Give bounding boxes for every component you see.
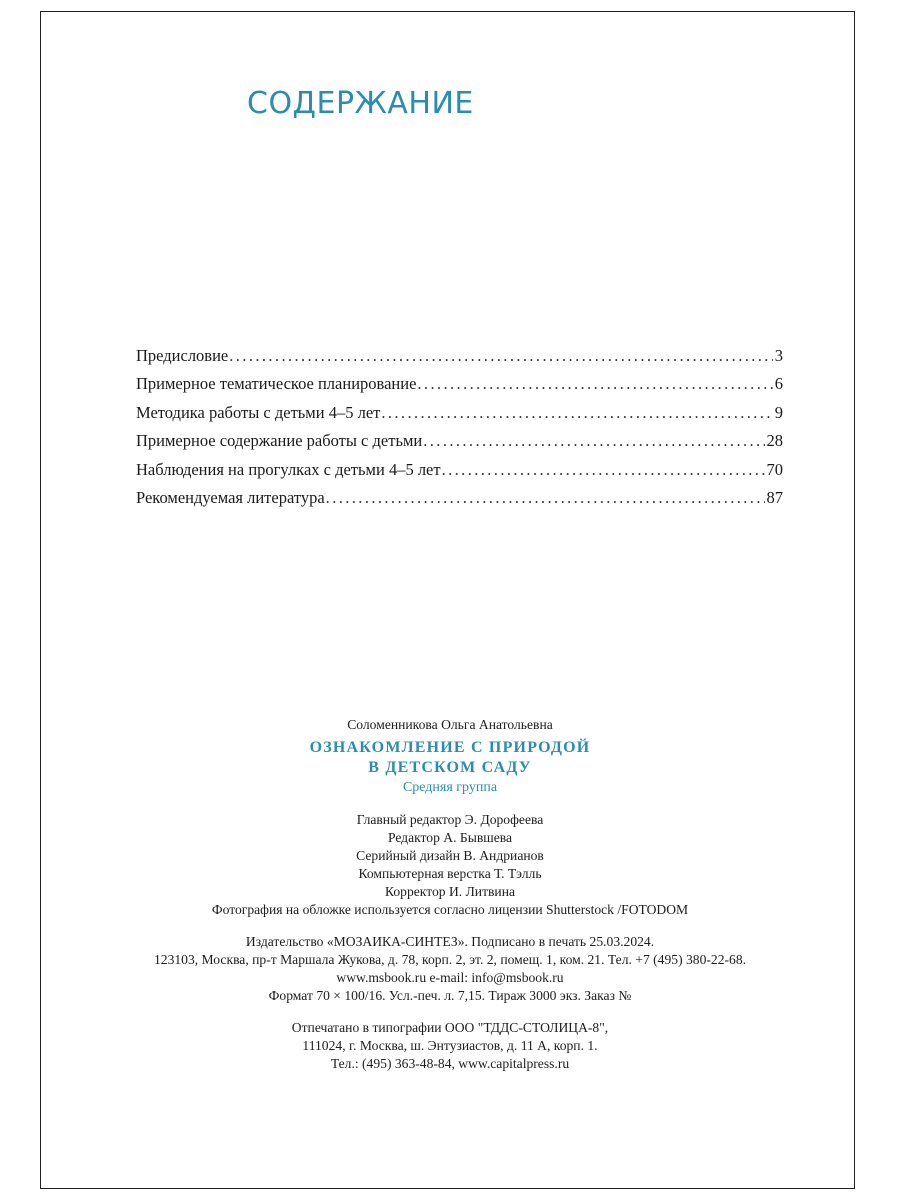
- toc-entry[interactable]: [136, 427, 783, 455]
- book-author: Соломенникова Ольга Анатольевна: [347, 717, 553, 732]
- table-of-contents: [136, 342, 783, 512]
- toc-title: СОДЕРЖАНИЕ: [247, 86, 474, 121]
- toc-entry-page: 87: [766, 487, 783, 507]
- publication-format-line: Формат 70 × 100/16. Усл.-печ. л. 7,15. Тираж 3000 экз. Заказ №: [268, 988, 632, 1003]
- credit-line: Компьютерная верстка Т. Тэлль: [358, 866, 542, 881]
- toc-leader-dots: [423, 427, 764, 455]
- toc-entry-page: 28: [766, 431, 783, 451]
- toc-leader-dots: [442, 456, 765, 484]
- toc-entry-label: Предисловие: [136, 346, 229, 365]
- toc-leader-dots: [229, 342, 773, 370]
- toc-entry-label: Примерное содержание работы с детьми: [136, 431, 423, 451]
- book-subtitle: Средняя группа: [402, 780, 498, 795]
- printer-line: Отпечатано в типографии ООО "ТДДС-СТОЛИЦА-8",: [291, 1020, 609, 1035]
- toc-entry-label: Методика работы с детьми 4–5 лет: [136, 402, 381, 422]
- toc-entry[interactable]: [136, 399, 783, 427]
- imprint-block: [120, 716, 780, 1087]
- toc-entry-page: 70: [766, 459, 783, 479]
- toc-entry-page: 3: [774, 346, 783, 365]
- credit-line: Корректор И. Литвина: [384, 884, 516, 899]
- publisher-block: [120, 933, 780, 1005]
- credit-line: Серийный дизайн В. Андрианов: [356, 848, 544, 863]
- publisher-contacts-line[interactable]: www.msbook.ru e-mail: info@msbook.ru: [336, 970, 564, 985]
- toc-entry-label: Рекомендуемая литература: [136, 487, 325, 507]
- toc-entry[interactable]: [136, 456, 783, 484]
- toc-leader-dots: [326, 484, 765, 512]
- toc-leader-dots: [381, 399, 772, 427]
- photo-credit-line: Фотография на обложке используется согласно лицензии Shutterstock /FOTODOM: [211, 902, 689, 917]
- printer-block: [120, 1019, 780, 1073]
- printer-contacts-line[interactable]: Тел.: (495) 363-48-84, www.capitalpress.ru: [330, 1056, 570, 1071]
- printer-address-line: 111024, г. Москва, ш. Энтузиастов, д. 11 А, корп. 1.: [302, 1038, 598, 1053]
- credits-block: [120, 811, 780, 919]
- toc-entry-page: 9: [774, 402, 783, 422]
- toc-entry-page: 6: [774, 374, 783, 394]
- credit-line: Редактор А. Бывшева: [387, 830, 513, 845]
- toc-entry-label: Примерное тематическое планирование: [136, 374, 417, 394]
- toc-entry[interactable]: [136, 484, 783, 512]
- toc-entry[interactable]: [136, 342, 783, 370]
- toc-leader-dots: [417, 370, 772, 398]
- publisher-line: Издательство «МОЗАИКА-СИНТЕЗ». Подписано в печать 25.03.2024.: [245, 934, 655, 949]
- book-title-line: ОЗНАКОМЛЕНИЕ С ПРИРОДОЙ: [309, 739, 591, 756]
- credit-line: Главный редактор Э. Дорофеева: [356, 812, 544, 827]
- publisher-address-line: 123103, Москва, пр-т Маршала Жукова, д. 78, корп. 2, эт. 2, помещ. 1, ком. 21. Тел. +7 (495) 380-22-68.: [153, 952, 747, 967]
- toc-entry-label: Наблюдения на прогулках с детьми 4–5 лет: [136, 459, 441, 479]
- book-title-line: В ДЕТСКОМ САДУ: [368, 759, 532, 776]
- toc-entry[interactable]: [136, 370, 783, 398]
